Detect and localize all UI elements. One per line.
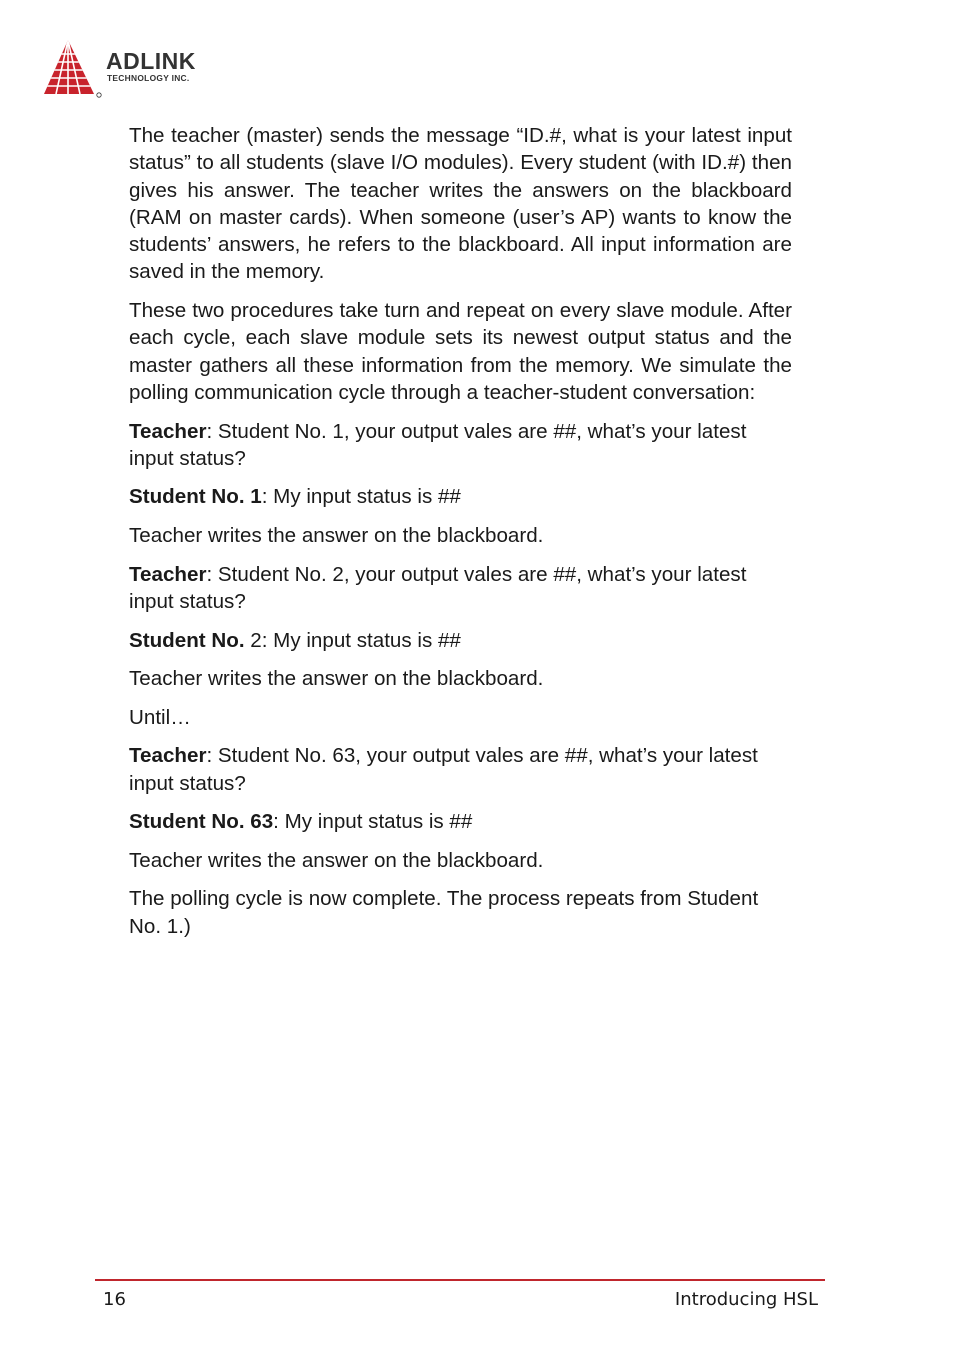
brand-subtitle: TECHNOLOGY INC.	[107, 73, 190, 83]
paragraph	[129, 122, 792, 286]
speaker-label: Teacher	[129, 744, 207, 768]
paragraph	[129, 704, 792, 731]
dialog-line	[129, 483, 792, 510]
dialog-text: : My input status is ##	[273, 810, 473, 834]
page-number: 16	[103, 1289, 126, 1310]
speaker-label: Teacher	[129, 562, 207, 586]
speaker-label: Student No.	[129, 628, 245, 652]
paragraph-text: The polling cycle is now complete. The process repeats from Student No. 1.)	[129, 887, 759, 938]
dialog-text: : Student No. 2, your output vales are ##, what’s your latest input status?	[129, 562, 747, 613]
adlink-triangle-icon	[42, 38, 104, 100]
paragraph-text: Teacher writes the answer on the blackboard.	[129, 848, 544, 872]
adlink-logo	[42, 38, 242, 100]
dialog-line	[129, 742, 792, 797]
paragraph	[129, 522, 792, 549]
dialog-text: : My input status is ##	[261, 485, 461, 509]
dialog-text: : Student No. 63, your output vales are ##, what’s your latest input status?	[129, 744, 758, 795]
paragraph-text: Teacher writes the answer on the blackboard.	[129, 667, 544, 691]
footer-divider	[95, 1279, 825, 1281]
body-text	[129, 122, 792, 951]
dialog-line	[129, 418, 792, 473]
paragraph-text: These two procedures take turn and repeat on every slave module. After each cycle, each slave module sets its newest output status and the master gathers all these information from the memory. We simulate the polling communication cycle through a teacher-student conversation:	[129, 299, 792, 404]
dialog-line	[129, 808, 792, 835]
paragraph	[129, 847, 792, 874]
paragraph-text: Until…	[129, 705, 191, 729]
dialog-line	[129, 627, 792, 654]
dialog-line	[129, 561, 792, 616]
paragraph	[129, 885, 792, 940]
paragraph-text: Teacher writes the answer on the blackboard.	[129, 524, 544, 548]
paragraph	[129, 665, 792, 692]
dialog-text: 2: My input status is ##	[244, 628, 461, 652]
speaker-label: Student No. 1	[129, 485, 262, 509]
speaker-label: Teacher	[129, 419, 207, 443]
paragraph	[129, 297, 792, 406]
section-title: Introducing HSL	[674, 1289, 818, 1310]
paragraph-text: The teacher (master) sends the message “ID.#, what is your latest input status” to all students (slave I/O modules). Every student (with ID.#) then gives his answer. The teacher writes the answers on the blackboard (RAM on master cards). When someone (user’s AP) wants to know the students’ answers, he refers to the blackboard. All input information are saved in the memory.	[129, 124, 792, 284]
dialog-text: : Student No. 1, your output vales are ##, what’s your latest input status?	[129, 419, 747, 470]
speaker-label: Student No. 63	[129, 810, 274, 834]
brand-name: ADLINK	[106, 48, 196, 74]
